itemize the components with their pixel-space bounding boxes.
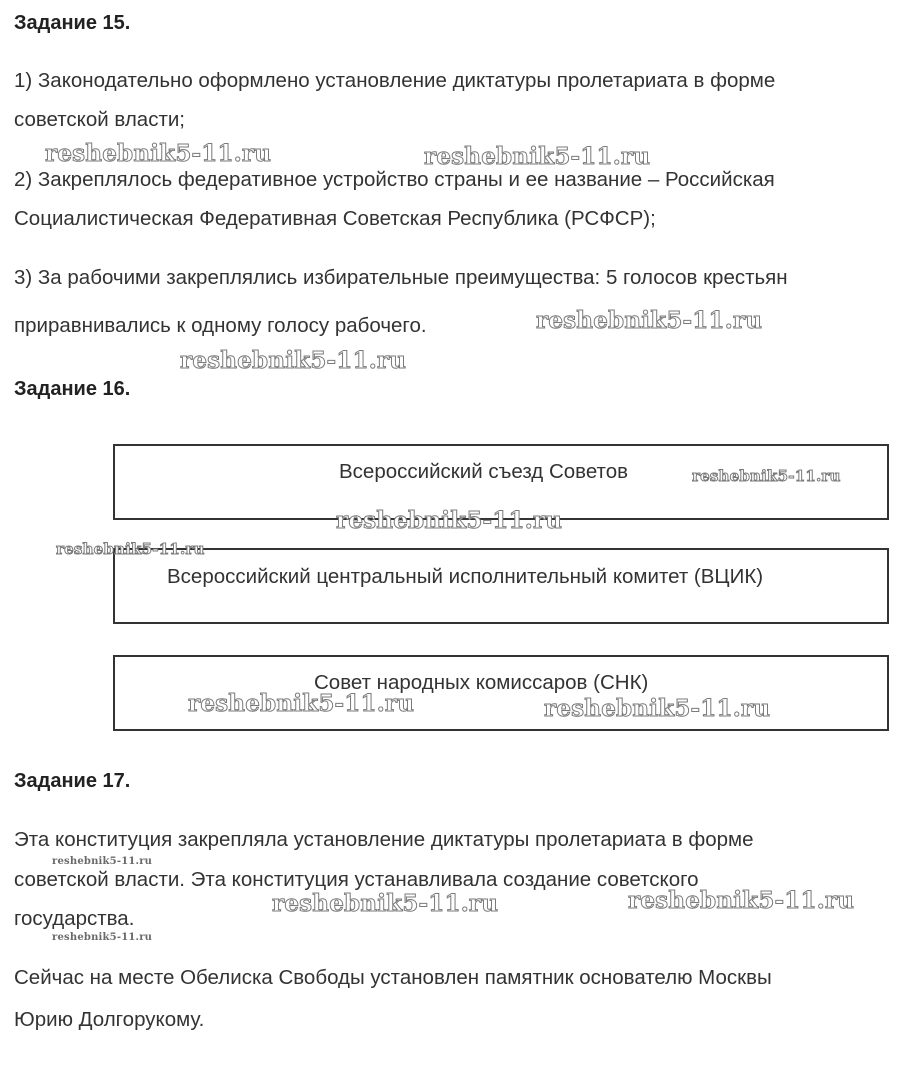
watermark: reshebnik5-11.ru xyxy=(336,507,563,534)
diagram-box-congress-label: Всероссийский съезд Советов xyxy=(339,460,629,483)
task15-line-1: 1) Законодательно оформлено установление диктатуры пролетариата в форме xyxy=(14,69,776,92)
watermark: reshebnik5-11.ru xyxy=(424,143,651,170)
watermark: reshebnik5-11.ru xyxy=(536,307,763,334)
task17-line-4: Сейчас на месте Обелиска Свободы установлен памятник основателю Москвы xyxy=(14,966,772,989)
task17-line-1: Эта конституция закрепляла установление диктатуры пролетариата в форме xyxy=(14,828,754,851)
diagram-box-snk-label: Совет народных комиссаров (СНК) xyxy=(314,671,649,694)
task17-line-2: советской власти. Эта конституция устанавливала создание советского xyxy=(14,868,699,891)
watermark: reshebnik5-11.ru xyxy=(272,890,499,917)
task15-line-5: 3) За рабочими закреплялись избирательные преимущества: 5 голосов крестьян xyxy=(14,266,788,289)
watermark: reshebnik5-11.ru xyxy=(180,347,407,374)
task15-line-6: приравнивались к одному голосу рабочего. xyxy=(14,314,427,337)
watermark: reshebnik5-11.ru xyxy=(692,467,841,485)
watermark: reshebnik5-11.ru xyxy=(52,856,153,867)
task15-line-3: 2) Закреплялось федеративное устройство страны и ее название – Российская xyxy=(14,168,775,191)
watermark: reshebnik5-11.ru xyxy=(56,540,205,558)
task15-line-4: Социалистическая Федеративная Советская Республика (РСФСР); xyxy=(14,207,656,230)
task17-line-3: государства. xyxy=(14,907,135,930)
watermark: reshebnik5-11.ru xyxy=(52,932,153,943)
task15-line-2: советской власти; xyxy=(14,108,185,131)
task16-heading: Задание 16. xyxy=(14,378,131,400)
diagram-box-vtsik xyxy=(113,548,889,624)
watermark: reshebnik5-11.ru xyxy=(188,690,415,717)
watermark: reshebnik5-11.ru xyxy=(628,887,855,914)
task15-heading: Задание 15. xyxy=(14,12,131,34)
watermark: reshebnik5-11.ru xyxy=(544,695,771,722)
task17-heading: Задание 17. xyxy=(14,770,131,792)
watermark: reshebnik5-11.ru xyxy=(45,140,272,167)
diagram-box-vtsik-label: Всероссийский центральный исполнительный комитет (ВЦИК) xyxy=(167,565,764,588)
task17-line-5: Юрию Долгорукому. xyxy=(14,1008,205,1031)
